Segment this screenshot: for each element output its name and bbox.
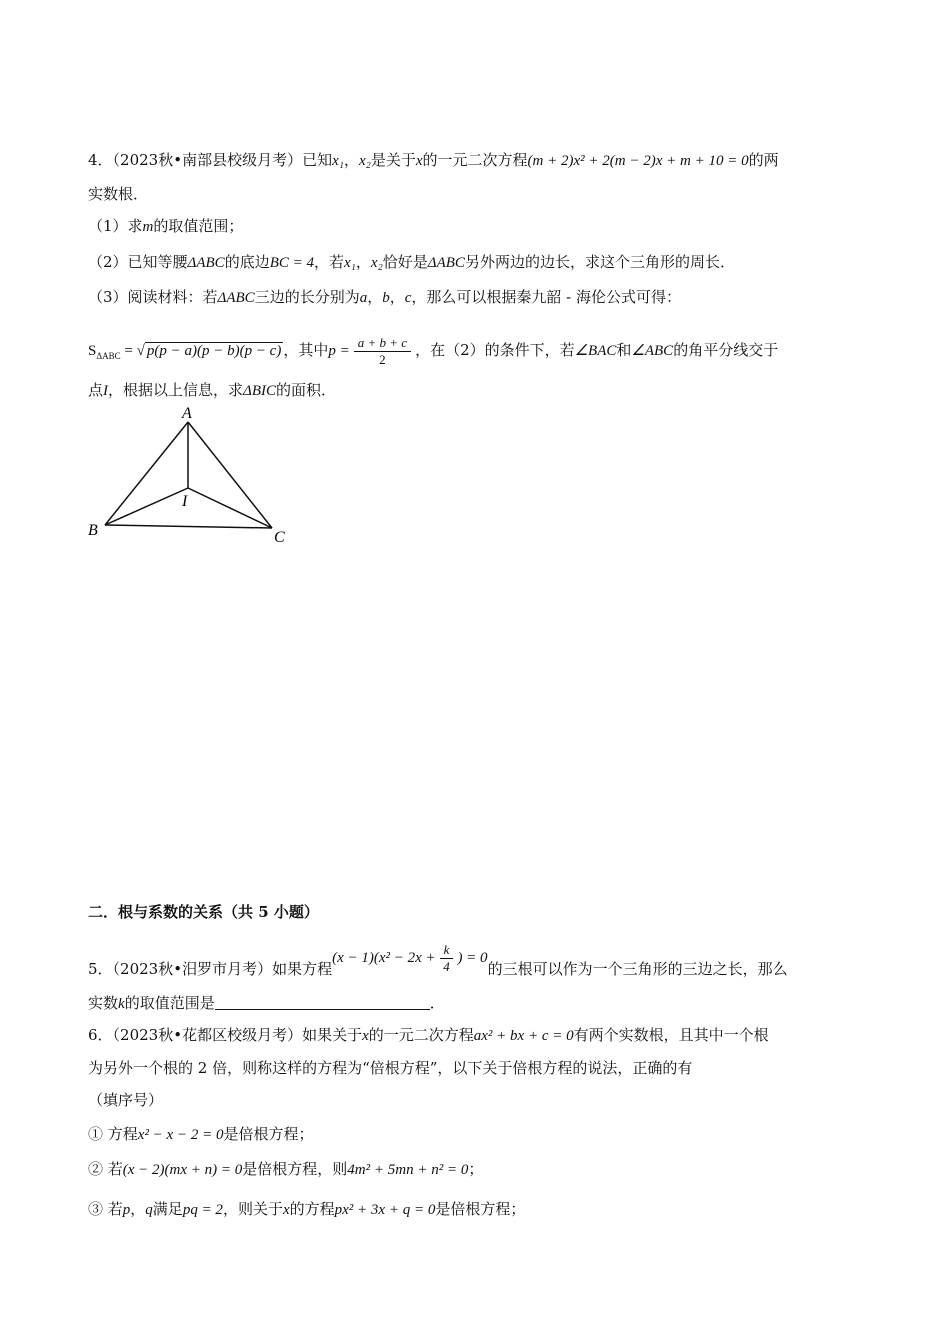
edge-ab — [105, 422, 188, 525]
quadratic-equation: (m + 2)x² + 2(m − 2)x + m + 10 = 0 — [527, 153, 749, 169]
q5-line1: 5．（2023秋•汨罗市月考）如果方程(x − 1)(x² − 2x + $\frac{k}{4}$ ) = 0的三根可以作为一个三角形的三边之长，那么 — [88, 942, 788, 978]
answer-blank — [215, 995, 430, 1010]
q6-line2: 为另外一个根的 2 倍，则称这样的方程为“倍根方程”，以下关于倍根方程的说法，正确的有 — [88, 1059, 693, 1077]
var-x1: x₁ — [332, 153, 344, 169]
q4-line2: 实数根． — [88, 185, 149, 203]
label-b: B — [88, 522, 98, 539]
q4-part3-end: 点I，根据以上信息，求ΔBIC的面积． — [88, 381, 337, 399]
q6-item1: ① 方程x² − x − 2 = 0是倍根方程； — [88, 1125, 314, 1143]
label-i: I — [182, 493, 188, 510]
section-2-heading: 二．根与系数的关系（共 5 小题） — [88, 903, 319, 921]
triangle-figure — [80, 400, 310, 550]
q5-line2: 实数k的取值范围是 ． — [88, 994, 445, 1012]
q6-equation: ax² + bx + c = 0 — [473, 1028, 574, 1044]
q6-item3: ③ 若p，q满足pq = 2，则关于x的方程px² + 3x + q = 0是倍根方程； — [88, 1200, 526, 1218]
q4-part1: （1）求m的取值范围； — [88, 217, 244, 235]
var-x2: x₂ — [358, 153, 371, 169]
q4-line1: 4．（2023秋•南部县校级月考）已知x₁，x₂是关于x的一元二次方程(m + 2)x² + 2(m − 2)x + m + 10 = 0的两 — [88, 151, 779, 169]
edge-ac — [188, 422, 272, 528]
label-c: C — [274, 529, 285, 546]
segment-bi — [105, 488, 188, 525]
q6-line1: 6．（2023秋•花都区校级月考）如果关于x的一元二次方程ax² + bx + c = 0有两个实数根，且其中一个根 — [88, 1026, 769, 1044]
q4-part2: （2）已知等腰ΔABC的底边BC = 4，若x₁，x₂恰好是ΔABC另外两边的边长，求这个三角形的周长． — [88, 253, 735, 271]
edge-bc — [105, 525, 272, 528]
q4-part3: （3）阅读材料：若ΔABC三边的长分别为a，b，c，那么可以根据秦九韶 - 海伦公式可得： — [88, 288, 682, 306]
q4-formula-line: $S_{\Delta ABC}$ = √ p(p − a)(p − b)(p − c) ，其中p = $\frac{a + b + c}{2}$ ，在（2）的条件下，若∠BAC和∠ABC的角平分线交于 — [88, 334, 779, 367]
q5-equation: (x − 1)(x² − 2x + $\frac{k}{4}$ ) = 0 — [332, 942, 488, 975]
semi-perimeter-fraction: $\frac{a + b + c}{2}$ — [354, 335, 411, 368]
label-a: A — [182, 405, 192, 422]
heron-formula: $S_{\Delta ABC}$ = √ p(p − a)(p − b)(p − c) — [88, 343, 282, 361]
segment-ci — [188, 488, 272, 528]
q6-line3: （填序号） — [88, 1091, 164, 1109]
q6-item2: ② 若(x − 2)(mx + n) = 0是倍根方程，则4m² + 5mn + n² = 0； — [88, 1160, 484, 1178]
